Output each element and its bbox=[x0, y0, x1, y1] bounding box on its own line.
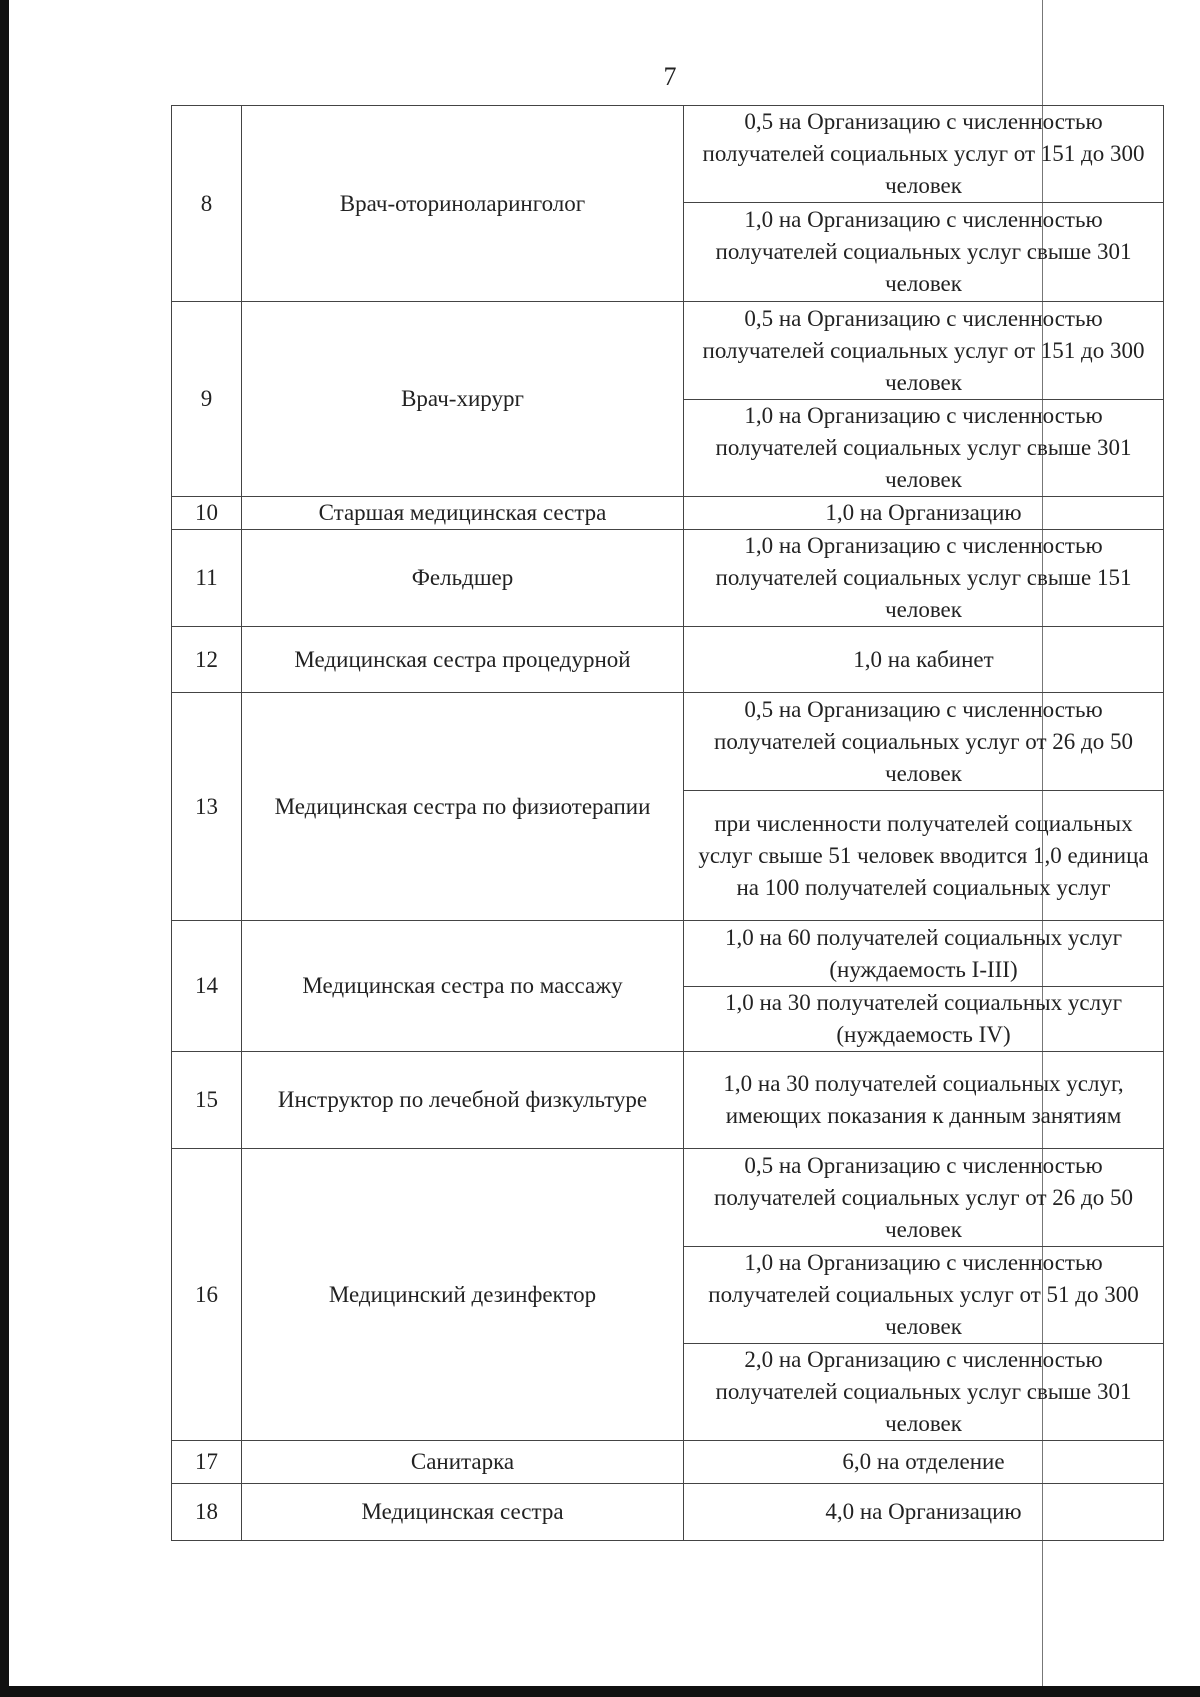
row-number: 17 bbox=[172, 1441, 242, 1484]
row-number: 13 bbox=[172, 693, 242, 921]
staffing-norm: 1,0 на Организацию с численностью получателей социальных услуг свыше 301 человек bbox=[684, 203, 1164, 302]
staffing-table bbox=[171, 105, 1164, 1541]
staffing-norm: 0,5 на Организацию с численностью получателей социальных услуг от 151 до 300 человек bbox=[684, 106, 1164, 203]
table-row bbox=[172, 497, 1164, 530]
staffing-norm: 1,0 на Организацию с численностью получателей социальных услуг свыше 301 человек bbox=[684, 400, 1164, 497]
table-row bbox=[172, 106, 1164, 203]
position-title: Санитарка bbox=[242, 1441, 684, 1484]
row-number: 14 bbox=[172, 921, 242, 1052]
row-number: 15 bbox=[172, 1052, 242, 1149]
position-title: Медицинская сестра по массажу bbox=[242, 921, 684, 1052]
staffing-norm: 4,0 на Организацию bbox=[684, 1484, 1164, 1541]
staffing-norm: 0,5 на Организацию с численностью получателей социальных услуг от 26 до 50 человек bbox=[684, 1149, 1164, 1247]
table-row bbox=[172, 693, 1164, 791]
position-title: Медицинская сестра по физиотерапии bbox=[242, 693, 684, 921]
row-number: 16 bbox=[172, 1149, 242, 1441]
staffing-norm: 2,0 на Организацию с численностью получателей социальных услуг свыше 301 человек bbox=[684, 1344, 1164, 1441]
position-title: Фельдшер bbox=[242, 530, 684, 627]
scan-border-left bbox=[0, 0, 9, 1697]
scan-border-bottom bbox=[0, 1686, 1200, 1697]
row-number: 18 bbox=[172, 1484, 242, 1541]
table-row bbox=[172, 1052, 1164, 1149]
position-title: Старшая медицинская сестра bbox=[242, 497, 684, 530]
table-row bbox=[172, 921, 1164, 987]
table-row bbox=[172, 627, 1164, 693]
row-number: 12 bbox=[172, 627, 242, 693]
table-row bbox=[172, 302, 1164, 400]
page-number: 7 bbox=[663, 62, 677, 91]
staffing-norm: 1,0 на 60 получателей социальных услуг (нуждаемость I-III) bbox=[684, 921, 1164, 987]
position-title: Медицинский дезинфектор bbox=[242, 1149, 684, 1441]
table-row bbox=[172, 530, 1164, 627]
staffing-norm: 6,0 на отделение bbox=[684, 1441, 1164, 1484]
position-title: Врач-оториноларинголог bbox=[242, 106, 684, 302]
staffing-norm: 1,0 на 30 получателей социальных услуг, имеющих показания к данным занятиям bbox=[684, 1052, 1164, 1149]
staffing-norm: 1,0 на Организацию bbox=[684, 497, 1164, 530]
staffing-norm: 1,0 на Организацию с численностью получателей социальных услуг от 51 до 300 человек bbox=[684, 1247, 1164, 1344]
staffing-norm: 1,0 на Организацию с численностью получателей социальных услуг свыше 151 человек bbox=[684, 530, 1164, 627]
staffing-norm: 0,5 на Организацию с численностью получателей социальных услуг от 26 до 50 человек bbox=[684, 693, 1164, 791]
row-number: 9 bbox=[172, 302, 242, 497]
row-number: 10 bbox=[172, 497, 242, 530]
position-title: Медицинская сестра bbox=[242, 1484, 684, 1541]
staffing-norm: при численности получателей социальных услуг свыше 51 человек вводится 1,0 единица на 100 получателей социальных услуг bbox=[684, 791, 1164, 921]
staffing-norm: 1,0 на 30 получателей социальных услуг (нуждаемость IV) bbox=[684, 987, 1164, 1052]
staffing-norm: 1,0 на кабинет bbox=[684, 627, 1164, 693]
row-number: 8 bbox=[172, 106, 242, 302]
position-title: Врач-хирург bbox=[242, 302, 684, 497]
staffing-norm: 0,5 на Организацию с численностью получателей социальных услуг от 151 до 300 человек bbox=[684, 302, 1164, 400]
table-row bbox=[172, 1484, 1164, 1541]
row-number: 11 bbox=[172, 530, 242, 627]
table-row bbox=[172, 1441, 1164, 1484]
table-row bbox=[172, 1149, 1164, 1247]
position-title: Медицинская сестра процедурной bbox=[242, 627, 684, 693]
position-title: Инструктор по лечебной физкультуре bbox=[242, 1052, 684, 1149]
